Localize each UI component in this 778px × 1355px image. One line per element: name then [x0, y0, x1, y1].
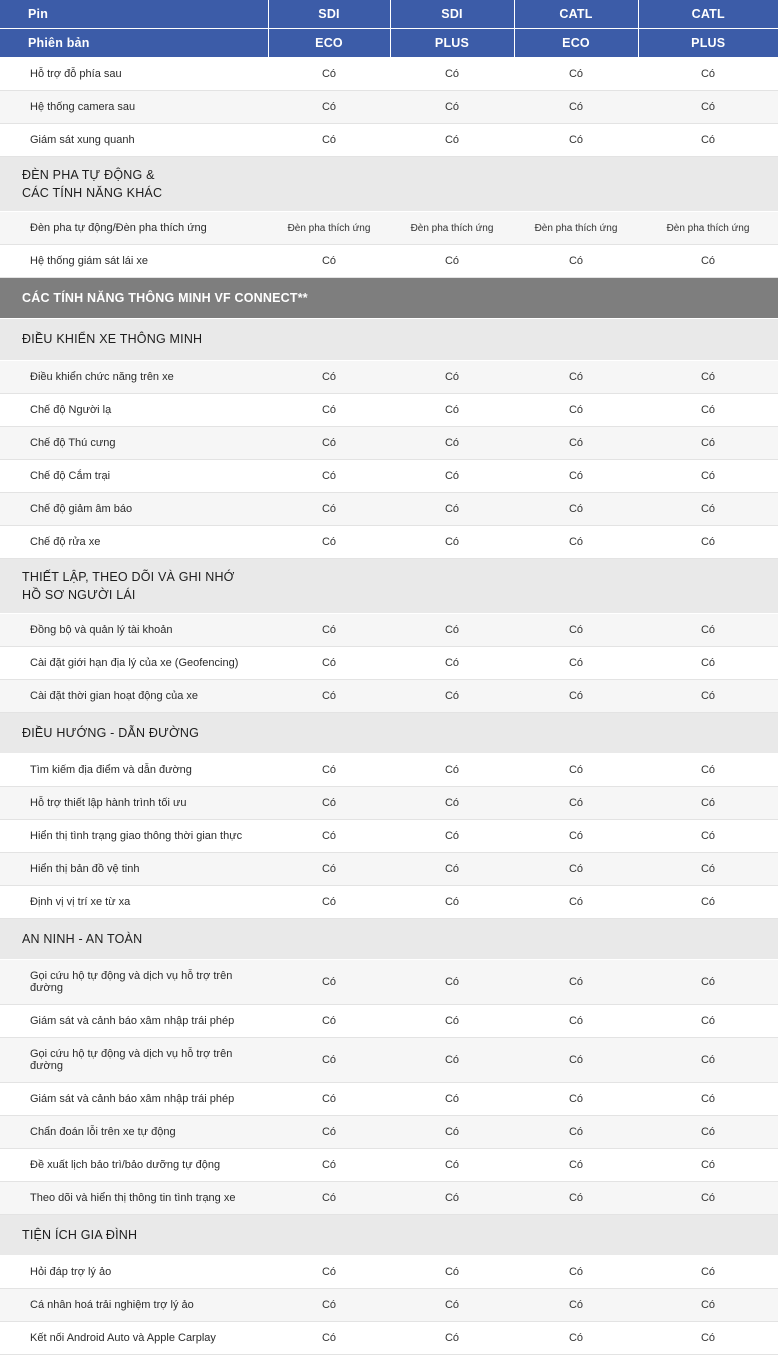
feature-value-col-4: Có — [638, 1038, 778, 1083]
feature-value-col-4: Có — [638, 393, 778, 426]
feature-value-col-4: Có — [638, 459, 778, 492]
feature-value-col-1: Có — [268, 1116, 390, 1149]
table-row — [0, 459, 778, 492]
table-row — [0, 1038, 778, 1083]
section-title: ĐÈN PHA TỰ ĐỘNG & CÁC TÍNH NĂNG KHÁC — [0, 157, 778, 212]
feature-value-col-3: Có — [514, 1289, 638, 1322]
feature-label: Cài đặt giới hạn địa lý của xe (Geofencing) — [0, 646, 268, 679]
feature-value-col-4: Có — [638, 613, 778, 646]
feature-value-col-3: Có — [514, 786, 638, 819]
feature-label: Hiển thị tình trạng giao thông thời gian thực — [0, 819, 268, 852]
feature-value-col-3: Có — [514, 525, 638, 558]
feature-label: Gọi cứu hộ tự động và dịch vụ hỗ trợ trên đường — [0, 1038, 268, 1083]
feature-value-col-2: Có — [390, 1038, 514, 1083]
feature-value-col-1: Có — [268, 786, 390, 819]
header-version-col-4: PLUS — [638, 29, 778, 58]
feature-value-col-2: Có — [390, 852, 514, 885]
feature-value-col-2: Có — [390, 1322, 514, 1355]
table-row — [0, 426, 778, 459]
feature-value-col-2: Có — [390, 393, 514, 426]
feature-value-col-1: Có — [268, 753, 390, 786]
feature-value-col-2: Có — [390, 91, 514, 124]
section-header-row — [0, 558, 778, 613]
feature-value-col-1: Có — [268, 492, 390, 525]
feature-value-col-1: Có — [268, 1322, 390, 1355]
feature-value-col-2: Có — [390, 1256, 514, 1289]
feature-value-col-3: Có — [514, 1149, 638, 1182]
feature-value-col-3: Có — [514, 393, 638, 426]
feature-label: Cài đặt thời gian hoạt động của xe — [0, 679, 268, 712]
table-row — [0, 124, 778, 157]
table-row — [0, 1083, 778, 1116]
feature-value-col-3: Có — [514, 459, 638, 492]
feature-value-col-2: Có — [390, 1182, 514, 1215]
feature-value-col-4: Có — [638, 1256, 778, 1289]
feature-value-col-4: Đèn pha thích ứng — [638, 212, 778, 245]
table-row — [0, 393, 778, 426]
feature-value-col-1: Có — [268, 1149, 390, 1182]
feature-value-col-3: Có — [514, 124, 638, 157]
feature-value-col-4: Có — [638, 1289, 778, 1322]
header-battery-col-3: CATL — [514, 0, 638, 29]
feature-value-col-4: Có — [638, 960, 778, 1005]
feature-label: Giám sát và cảnh báo xâm nhập trái phép — [0, 1083, 268, 1116]
feature-value-col-1: Có — [268, 58, 390, 91]
feature-value-col-4: Có — [638, 124, 778, 157]
feature-value-col-3: Có — [514, 613, 638, 646]
table-row — [0, 212, 778, 245]
section-title: ĐIỀU HƯỚNG - DẪN ĐƯỜNG — [0, 712, 778, 753]
feature-value-col-2: Có — [390, 245, 514, 278]
feature-value-col-2: Có — [390, 885, 514, 918]
feature-value-col-1: Có — [268, 525, 390, 558]
feature-value-col-3: Có — [514, 1005, 638, 1038]
feature-value-col-4: Có — [638, 1116, 778, 1149]
feature-value-col-1: Có — [268, 91, 390, 124]
feature-value-col-3: Có — [514, 91, 638, 124]
feature-value-col-1: Có — [268, 646, 390, 679]
feature-value-col-3: Có — [514, 1322, 638, 1355]
table-row — [0, 1116, 778, 1149]
section-header-row — [0, 319, 778, 360]
feature-value-col-1: Có — [268, 1083, 390, 1116]
feature-value-col-1: Có — [268, 426, 390, 459]
feature-value-col-2: Có — [390, 58, 514, 91]
feature-value-col-1: Có — [268, 1289, 390, 1322]
feature-label: Gọi cứu hộ tự động và dịch vụ hỗ trợ trên đường — [0, 960, 268, 1005]
feature-value-col-3: Có — [514, 492, 638, 525]
table-row — [0, 1256, 778, 1289]
feature-value-col-3: Có — [514, 852, 638, 885]
section-header-row — [0, 712, 778, 753]
feature-value-col-3: Có — [514, 1116, 638, 1149]
table-row — [0, 1322, 778, 1355]
feature-label: Hiển thị bản đồ vệ tinh — [0, 852, 268, 885]
feature-value-col-3: Có — [514, 1256, 638, 1289]
section-title: THIẾT LẬP, THEO DÕI VÀ GHI NHỚ HỒ SƠ NGƯỜI LÁI — [0, 558, 778, 613]
feature-value-col-2: Có — [390, 1005, 514, 1038]
feature-value-col-1: Đèn pha thích ứng — [268, 212, 390, 245]
header-battery-col-1: SDI — [268, 0, 390, 29]
feature-value-col-1: Có — [268, 1038, 390, 1083]
feature-value-col-2: Có — [390, 786, 514, 819]
header-version-col-3: ECO — [514, 29, 638, 58]
feature-label: Đồng bộ và quản lý tài khoản — [0, 613, 268, 646]
feature-value-col-2: Có — [390, 1149, 514, 1182]
feature-value-col-1: Có — [268, 679, 390, 712]
feature-label: Chế độ Người lạ — [0, 393, 268, 426]
feature-value-col-2: Có — [390, 1289, 514, 1322]
table-row — [0, 525, 778, 558]
feature-value-col-4: Có — [638, 1149, 778, 1182]
section-header-row — [0, 918, 778, 959]
feature-value-col-4: Có — [638, 852, 778, 885]
feature-value-col-1: Có — [268, 360, 390, 393]
feature-value-col-2: Có — [390, 679, 514, 712]
section-header-row — [0, 1215, 778, 1256]
header-version-col-2: PLUS — [390, 29, 514, 58]
table-row — [0, 885, 778, 918]
feature-value-col-3: Có — [514, 1038, 638, 1083]
feature-value-col-4: Có — [638, 58, 778, 91]
table-row — [0, 360, 778, 393]
feature-value-col-4: Có — [638, 525, 778, 558]
feature-label: Đề xuất lịch bảo trì/bảo dưỡng tự động — [0, 1149, 268, 1182]
feature-label: Hệ thống camera sau — [0, 91, 268, 124]
feature-value-col-3: Có — [514, 426, 638, 459]
table-row — [0, 646, 778, 679]
feature-value-col-4: Có — [638, 1322, 778, 1355]
feature-value-col-3: Có — [514, 245, 638, 278]
table-row — [0, 58, 778, 91]
section-title: TIỆN ÍCH GIA ĐÌNH — [0, 1215, 778, 1256]
feature-label: Định vị vị trí xe từ xa — [0, 885, 268, 918]
feature-value-col-4: Có — [638, 753, 778, 786]
feature-value-col-1: Có — [268, 852, 390, 885]
feature-label: Điều khiển chức năng trên xe — [0, 360, 268, 393]
feature-value-col-2: Có — [390, 525, 514, 558]
feature-value-col-2: Có — [390, 492, 514, 525]
feature-value-col-3: Có — [514, 1182, 638, 1215]
table-body — [0, 58, 778, 1355]
section-header-row — [0, 157, 778, 212]
table-row — [0, 679, 778, 712]
feature-label: Theo dõi và hiển thị thông tin tình trạng xe — [0, 1182, 268, 1215]
feature-value-col-1: Có — [268, 124, 390, 157]
table-header — [0, 0, 778, 58]
feature-value-col-2: Có — [390, 1083, 514, 1116]
feature-value-col-2: Có — [390, 819, 514, 852]
feature-value-col-1: Có — [268, 885, 390, 918]
feature-label: Chế độ giảm âm báo — [0, 492, 268, 525]
feature-value-col-4: Có — [638, 819, 778, 852]
feature-value-col-2: Có — [390, 960, 514, 1005]
feature-label: Giám sát xung quanh — [0, 124, 268, 157]
table-row — [0, 960, 778, 1005]
feature-label: Cá nhân hoá trải nghiệm trợ lý ảo — [0, 1289, 268, 1322]
feature-value-col-4: Có — [638, 492, 778, 525]
feature-value-col-4: Có — [638, 786, 778, 819]
feature-label: Hệ thống giám sát lái xe — [0, 245, 268, 278]
feature-value-col-1: Có — [268, 459, 390, 492]
feature-value-col-2: Có — [390, 426, 514, 459]
header-battery-col-4: CATL — [638, 0, 778, 29]
feature-value-col-3: Có — [514, 1083, 638, 1116]
table-row — [0, 613, 778, 646]
feature-value-col-3: Có — [514, 753, 638, 786]
table-row — [0, 753, 778, 786]
feature-value-col-3: Có — [514, 819, 638, 852]
section-title: ĐIỀU KHIỂN XE THÔNG MINH — [0, 319, 778, 360]
header-version-col-1: ECO — [268, 29, 390, 58]
feature-value-col-2: Có — [390, 459, 514, 492]
feature-value-col-1: Có — [268, 245, 390, 278]
feature-value-col-3: Có — [514, 360, 638, 393]
feature-value-col-4: Có — [638, 1005, 778, 1038]
feature-value-col-4: Có — [638, 679, 778, 712]
feature-value-col-1: Có — [268, 613, 390, 646]
header-row-battery — [0, 0, 778, 29]
feature-value-col-1: Có — [268, 1256, 390, 1289]
feature-label: Đèn pha tự động/Đèn pha thích ứng — [0, 212, 268, 245]
header-label-battery: Pin — [0, 0, 268, 29]
feature-value-col-1: Có — [268, 819, 390, 852]
feature-value-col-2: Có — [390, 1116, 514, 1149]
feature-value-col-3: Có — [514, 885, 638, 918]
table-row — [0, 245, 778, 278]
feature-value-col-3: Có — [514, 960, 638, 1005]
table-row — [0, 1149, 778, 1182]
feature-label: Chế độ Cắm trại — [0, 459, 268, 492]
table-row — [0, 786, 778, 819]
feature-value-col-3: Đèn pha thích ứng — [514, 212, 638, 245]
feature-value-col-2: Có — [390, 613, 514, 646]
feature-value-col-2: Có — [390, 646, 514, 679]
section-header-row — [0, 278, 778, 319]
feature-label: Tìm kiếm địa điểm và dẫn đường — [0, 753, 268, 786]
feature-label: Chẩn đoán lỗi trên xe tự động — [0, 1116, 268, 1149]
table-row — [0, 1005, 778, 1038]
feature-value-col-4: Có — [638, 1083, 778, 1116]
header-label-version: Phiên bản — [0, 29, 268, 58]
section-title: CÁC TÍNH NĂNG THÔNG MINH VF CONNECT** — [0, 278, 778, 319]
table-row — [0, 852, 778, 885]
feature-value-col-2: Có — [390, 124, 514, 157]
feature-label: Hỗ trợ đỗ phía sau — [0, 58, 268, 91]
feature-value-col-3: Có — [514, 679, 638, 712]
feature-value-col-4: Có — [638, 245, 778, 278]
feature-value-col-4: Có — [638, 360, 778, 393]
feature-value-col-4: Có — [638, 1182, 778, 1215]
feature-value-col-4: Có — [638, 91, 778, 124]
feature-label: Hỏi đáp trợ lý ảo — [0, 1256, 268, 1289]
feature-value-col-3: Có — [514, 646, 638, 679]
feature-value-col-3: Có — [514, 58, 638, 91]
table-row — [0, 819, 778, 852]
header-row-version — [0, 29, 778, 58]
feature-label: Hỗ trợ thiết lập hành trình tối ưu — [0, 786, 268, 819]
feature-value-col-2: Đèn pha thích ứng — [390, 212, 514, 245]
feature-label: Kết nối Android Auto và Apple Carplay — [0, 1322, 268, 1355]
feature-value-col-1: Có — [268, 960, 390, 1005]
table-row — [0, 1289, 778, 1322]
feature-label: Chế độ rửa xe — [0, 525, 268, 558]
table-row — [0, 492, 778, 525]
feature-value-col-1: Có — [268, 393, 390, 426]
feature-value-col-1: Có — [268, 1005, 390, 1038]
feature-value-col-2: Có — [390, 753, 514, 786]
feature-label: Giám sát và cảnh báo xâm nhập trái phép — [0, 1005, 268, 1038]
section-title: AN NINH - AN TOÀN — [0, 918, 778, 959]
feature-value-col-4: Có — [638, 426, 778, 459]
feature-value-col-4: Có — [638, 646, 778, 679]
table-row — [0, 1182, 778, 1215]
feature-value-col-1: Có — [268, 1182, 390, 1215]
feature-value-col-2: Có — [390, 360, 514, 393]
header-battery-col-2: SDI — [390, 0, 514, 29]
feature-value-col-4: Có — [638, 885, 778, 918]
feature-label: Chế độ Thú cưng — [0, 426, 268, 459]
table-row — [0, 91, 778, 124]
